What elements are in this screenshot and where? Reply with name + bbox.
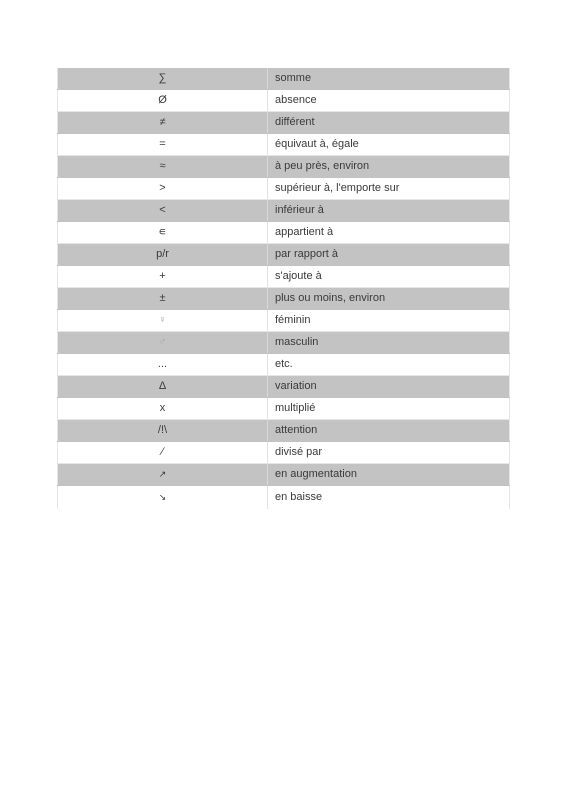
table-row-inferieur: [58, 200, 510, 222]
table-row-augmentation: [58, 464, 510, 486]
meaning-cell: à peu près, environ: [268, 156, 510, 178]
symbol-cell: ∑: [58, 68, 268, 90]
symbols-table: [57, 68, 510, 509]
table-row-variation: [58, 376, 510, 398]
symbol-cell: x: [58, 398, 268, 420]
symbols-table-body: [58, 68, 510, 509]
meaning-cell: somme: [268, 68, 510, 90]
table-row-par-rapport: [58, 244, 510, 266]
meaning-cell: inférieur à: [268, 200, 510, 222]
meaning-cell: féminin: [268, 310, 510, 332]
meaning-cell: variation: [268, 376, 510, 398]
table-row-divise: [58, 442, 510, 464]
symbol-cell: ≈: [58, 156, 268, 178]
meaning-cell: équivaut à, égale: [268, 134, 510, 156]
table-row-different: [58, 112, 510, 134]
symbol-cell: ...: [58, 354, 268, 376]
table-row-feminin: [58, 310, 510, 332]
table-row-egale: [58, 134, 510, 156]
meaning-cell: en baisse: [268, 486, 510, 510]
female-sign-icon: ♀: [58, 310, 268, 332]
table-row-etc: [58, 354, 510, 376]
table-row-environ: [58, 156, 510, 178]
meaning-cell: s'ajoute à: [268, 266, 510, 288]
table-row-ajoute: [58, 266, 510, 288]
meaning-cell: etc.: [268, 354, 510, 376]
meaning-cell: supérieur à, l'emporte sur: [268, 178, 510, 200]
symbol-cell: /!\: [58, 420, 268, 442]
symbol-cell: ∊: [58, 222, 268, 244]
symbol-cell: Ø: [58, 90, 268, 112]
table-row-masculin: [58, 332, 510, 354]
meaning-cell: différent: [268, 112, 510, 134]
arrow-down-right-icon: ↘: [58, 486, 268, 510]
meaning-cell: attention: [268, 420, 510, 442]
symbol-cell: ∕: [58, 442, 268, 464]
table-row-attention: [58, 420, 510, 442]
male-sign-icon: ♂: [58, 332, 268, 354]
table-row-absence: [58, 90, 510, 112]
symbol-cell: ±: [58, 288, 268, 310]
arrow-up-right-icon: ↗: [58, 464, 268, 486]
symbol-cell: =: [58, 134, 268, 156]
table-row-appartient: [58, 222, 510, 244]
table-row-plus-ou-moins: [58, 288, 510, 310]
symbol-cell: p/r: [58, 244, 268, 266]
symbol-cell: Δ: [58, 376, 268, 398]
meaning-cell: multiplié: [268, 398, 510, 420]
meaning-cell: en augmentation: [268, 464, 510, 486]
meaning-cell: appartient à: [268, 222, 510, 244]
symbol-cell: +: [58, 266, 268, 288]
table-row-somme: [58, 68, 510, 90]
meaning-cell: plus ou moins, environ: [268, 288, 510, 310]
table-row-baisse: [58, 486, 510, 510]
symbol-cell: ≠: [58, 112, 268, 134]
symbol-cell: <: [58, 200, 268, 222]
meaning-cell: divisé par: [268, 442, 510, 464]
symbol-cell: >: [58, 178, 268, 200]
table-row-superieur: [58, 178, 510, 200]
meaning-cell: absence: [268, 90, 510, 112]
meaning-cell: par rapport à: [268, 244, 510, 266]
table-row-multiplie: [58, 398, 510, 420]
meaning-cell: masculin: [268, 332, 510, 354]
